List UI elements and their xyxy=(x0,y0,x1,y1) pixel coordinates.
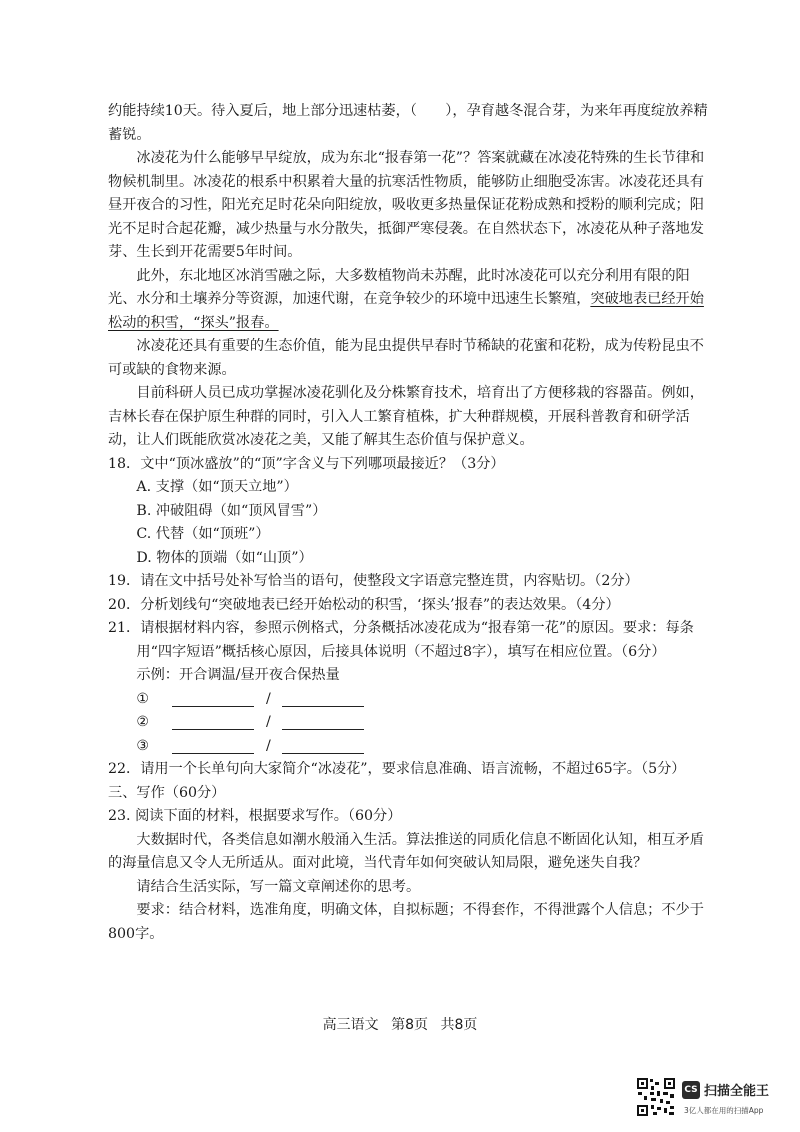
blank-number-1: ① xyxy=(136,690,150,707)
answer-blank[interactable] xyxy=(282,739,364,754)
q18-option-d: D. 物体的顶端（如“山顶”） xyxy=(136,549,313,566)
passage-paragraph-4: 目前科研人员已成功掌握冰凌花驯化及分株繁育技术，培育出了方便移栽的容器苗。例如，吉林长春在保护原生种群的同时，引入人工繁育植株，扩大种群规模，开展科普教育和研学活动，让人们既能欣赏冰凌花之美，又能了解其生态价值与保护意义。 xyxy=(108,385,704,448)
passage-paragraph-0: 约能持续10天。待入夏后，地上部分迅速枯萎，（ ），孕育越冬混合芽，为来年再度绽放养精蓄锐。 xyxy=(108,103,708,143)
q18-option-b: B. 冲破阻碍（如“顶风冒雪”） xyxy=(136,502,327,519)
qr-code-icon xyxy=(636,1077,676,1117)
q23-prompt: 请结合生活实际，写一篇文章阐述你的思考。 xyxy=(136,878,421,895)
blank-number-2: ② xyxy=(136,714,150,730)
answer-blank[interactable] xyxy=(282,692,364,707)
blank-separator: / xyxy=(266,690,271,707)
answer-blank[interactable] xyxy=(172,692,254,707)
q18-option-c: C. 代替（如“顶班”） xyxy=(136,526,270,542)
q23-material: 大数据时代，各类信息如潮水般涌入生活。算法推送的同质化信息不断固化认知，相互矛盾的海量信息又令人无所适从。面对此境，当代青年如何突破认知局限，避免迷失自我？ xyxy=(108,831,704,871)
q18-option-a: A. 支撑（如“顶天立地”） xyxy=(136,479,298,495)
footer-page: 第8页 xyxy=(391,1017,428,1033)
question-19: 19．请在文中括号处补写恰当的语句，使整段文字语意完整连贯，内容贴切。（2分） xyxy=(108,573,639,589)
passage-paragraph-3: 冰凌花还具有重要的生态价值，能为昆虫提供早春时节稀缺的花蜜和花粉，成为传粉昆虫不可或缺的食物来源。 xyxy=(108,338,704,378)
exam-content xyxy=(108,100,708,946)
blank-separator: / xyxy=(266,714,271,730)
scanner-watermark xyxy=(636,1077,796,1121)
blank-separator: / xyxy=(266,737,271,754)
question-21: 21．请根据材料内容，参照示例格式，分条概括冰凌花成为“报春第一花”的原因。要求：每条用“四字短语”概括核心原因，后接具体说明（不超过8字），填写在相应位置。（6分） xyxy=(108,620,694,660)
underlined-sentence: 突破地表已经开始松动的积雪，“探头”报春。 xyxy=(108,291,704,331)
scanner-app-name: 扫描全能王 xyxy=(704,1084,770,1099)
q21-example: 示例：开合调温/昼开夜合保热量 xyxy=(136,667,340,683)
passage-paragraph-2-text: 此外，东北地区冰消雪融之际，大多数植物尚未苏醒，此时冰凌花可以充分利用有限的阳光、水分和土壤养分等资源，加速代谢，在竞争较少的环境中迅速生长繁殖， xyxy=(108,267,690,307)
footer-total: 共8页 xyxy=(440,1017,478,1033)
camscanner-logo-icon: CS xyxy=(682,1081,700,1099)
q21-blank-row-1 xyxy=(108,688,708,712)
answer-blank[interactable] xyxy=(282,715,364,730)
footer-subject: 高三语文 xyxy=(322,1017,379,1033)
blank-number-3: ③ xyxy=(136,737,150,754)
q21-blank-row-2 xyxy=(108,711,708,735)
q23-requirements: 要求：结合材料，选准角度，明确文体，自拟标题；不得套作，不得泄露个人信息；不少于800字。 xyxy=(108,902,704,942)
section-heading-writing: 三、写作（60分） xyxy=(108,784,226,801)
answer-blank[interactable] xyxy=(172,715,254,730)
question-20: 20．分析划线句“突破地表已经开始松动的积雪，‘探头’报春”的表达效果。（4分） xyxy=(108,596,620,613)
q21-blank-row-3 xyxy=(108,735,708,759)
question-22: 22．请用一个长单句向大家简介“冰凌花”，要求信息准确、语言流畅，不超过65字。（5分） xyxy=(108,761,686,777)
scanner-app-tagline: 3亿人都在用的扫描App xyxy=(684,1106,764,1115)
question-18: 18．文中“顶冰盛放”的“顶”字含义与下列哪项最接近？（3分） xyxy=(108,455,505,472)
question-23: 23. 阅读下面的材料，根据要求写作。（60分） xyxy=(108,808,402,824)
page-footer xyxy=(0,1014,800,1034)
answer-blank[interactable] xyxy=(172,739,254,754)
passage-paragraph-1: 冰凌花为什么能够早早绽放，成为东北“报春第一花”？答案就藏在冰凌花特殊的生长节律和物候机制里。冰凌花的根系中积累着大量的抗寒活性物质，能够防止细胞受冻害。冰凌花还具有昼开夜合的习性，阳光充足时花朵向阳绽放，吸收更多热量保证花粉成熟和授粉的顺利完成；阳光不足时合起花瓣，减少热量与水分散失，抵御严寒侵袭。在自然状态下，冰凌花从种子落地发芽、生长到开花需要5年时间。 xyxy=(108,150,705,260)
passage-paragraph-2 xyxy=(108,265,708,336)
